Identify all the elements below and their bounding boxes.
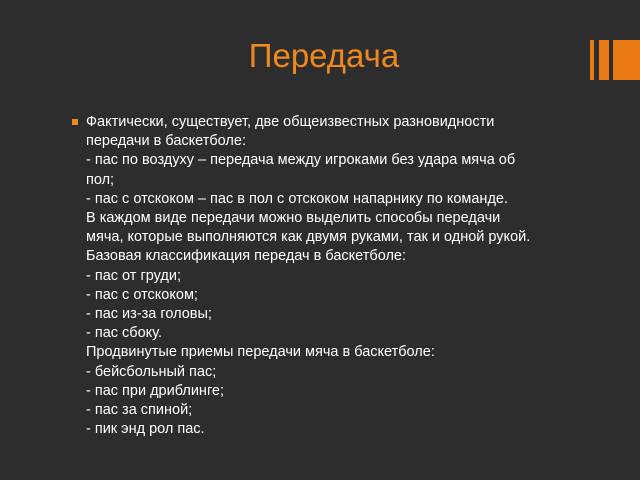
bullet-icon xyxy=(72,119,78,125)
body-line: - пас сбоку. xyxy=(86,325,163,342)
body-line: - пас из-за головы; xyxy=(86,306,212,323)
accent-bar-thin xyxy=(590,40,594,80)
body-line: - пас от груди; xyxy=(86,267,182,284)
body-line: Продвинутые приемы передачи мяча в баскетболе: xyxy=(86,344,435,361)
body-line: Базовая классификация передач в баскетболе: xyxy=(86,248,406,265)
body-text xyxy=(86,113,602,439)
accent-bar-medium xyxy=(599,40,609,80)
body-line: - пас с отскоком – пас в пол с отскоком напарнику по команде. xyxy=(86,190,508,207)
body-line: - пас по воздуху – передача между игроками без удара мяча об xyxy=(86,152,516,169)
body-line: - пас при дриблинге; xyxy=(86,382,225,399)
accent-bar-wide xyxy=(613,40,640,80)
slide-body xyxy=(72,113,602,439)
body-line: Фактически, существует, две общеизвестных разновидности xyxy=(86,114,495,130)
body-line: В каждом виде передачи можно выделить способы передачи xyxy=(86,210,501,227)
body-line: - пас за спиной; xyxy=(86,402,193,419)
body-line: - пас с отскоком; xyxy=(86,286,198,303)
slide-title: Передача xyxy=(248,37,400,74)
body-line: - пик энд рол пас. xyxy=(86,421,205,438)
body-line: передачи в баскетболе: xyxy=(86,133,246,150)
body-line: мяча, которые выполняются как двумя руками, так и одной рукой. xyxy=(86,229,531,246)
body-line: - бейсбольный пас; xyxy=(86,363,217,380)
body-line: пол; xyxy=(86,171,115,188)
